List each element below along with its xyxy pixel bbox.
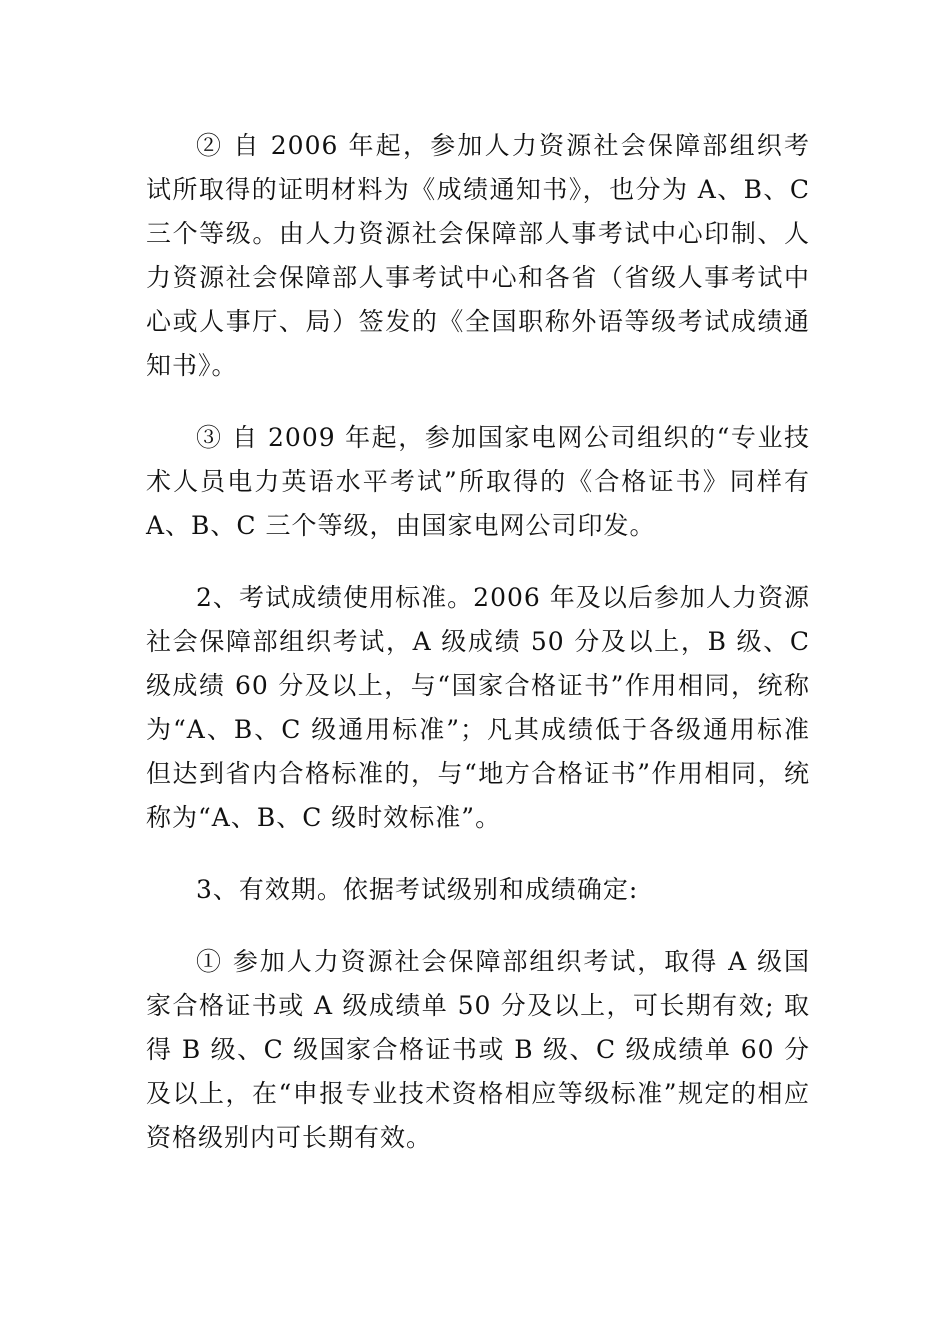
paragraph-certificate-2006: ② 自 2006 年起，参加人力资源社会保障部组织考试所取得的证明材料为《成绩通知书》，也分为 A、B、C 三个等级。由人力资源社会保障部人事考试中心印制、人力资源社会保障部人事考试中心和各省（省级人事考试中心或人事厅、局）签发的《全国职称外语等级考试成绩通知书》。 (146, 131, 810, 380)
paragraph-validity-rule-1: ① 参加人力资源社会保障部组织考试，取得 A 级国家合格证书或 A 级成绩单 50 分及以上，可长期有效; 取得 B 级、C 级国家合格证书或 B 级、C 级成绩单 60 分及以上，在“申报专业技术资格相应等级标准”规定的相应资格级别内可长期有效。 (146, 947, 810, 1152)
paragraph-certificate-2009: ③ 自 2009 年起，参加国家电网公司组织的“专业技术人员电力英语水平考试”所取得的《合格证书》同样有 A、B、C 三个等级，由国家电网公司印发。 (146, 423, 810, 540)
paragraph-score-standard: 2、考试成绩使用标准。2006 年及以后参加人力资源社会保障部组织考试，A 级成绩 50 分及以上，B 级、C 级成绩 60 分及以上，与“国家合格证书”作用相同，统称为“A、B、C 级通用标准”；凡其成绩低于各级通用标准但达到省内合格标准的，与“地方合格证书”作用相同，统称为“A、B、C 级时效标准”。 (146, 583, 810, 832)
paragraph-validity-heading: 3、有效期。依据考试级别和成绩确定: (196, 875, 639, 904)
document-body (146, 124, 810, 1188)
